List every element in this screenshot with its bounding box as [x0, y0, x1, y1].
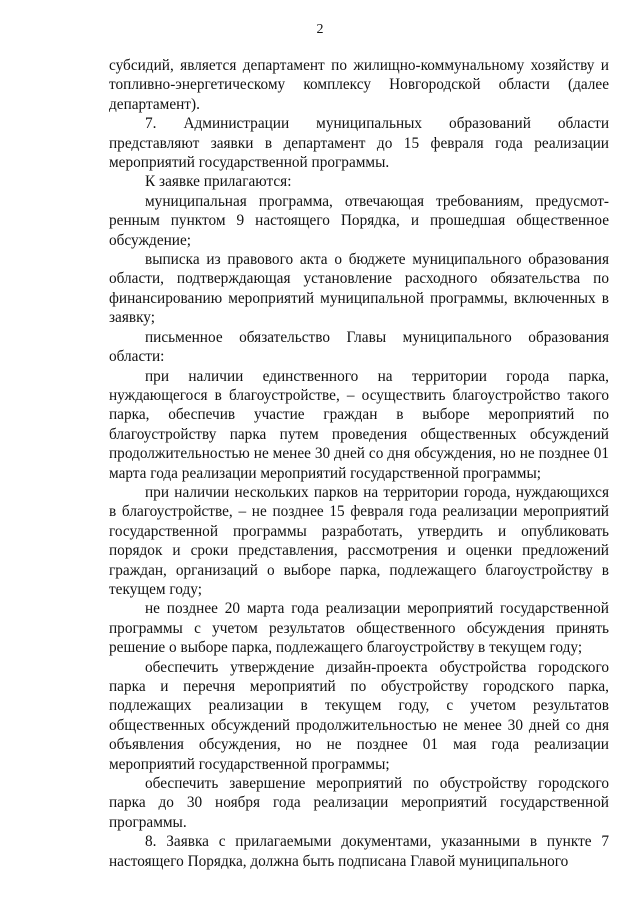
paragraph-item-8: 8. Заявка с прилагаемыми документами, указанными в пункте 7 настоящего Порядка, должна быть подписана Главой муниципального — [109, 833, 609, 870]
paragraph-completion: обеспечить завершение мероприятий по обустройству городского парка до 30 ноября года реализации мероприятий государственной программы. — [109, 775, 609, 831]
document-body — [109, 56, 609, 871]
paragraph-department-definition: субсидий, является департамент по жилищно-коммунальному хозяйству и топливно-энергетическому комплексу Новгородской области (далее департамент). — [109, 57, 609, 113]
paragraph-budget-extract: выписка из правового акта о бюджете муниципального образования области, подтверждающая установление расходного обязательства по финансированию мероприятий муниципальной программы, включенных в заявку; — [109, 251, 609, 327]
paragraph-attachments-intro: К заявке прилагаются: — [145, 173, 292, 191]
paragraph-municipal-program: муниципальная программа, отвечающая требованиям, предусмот-ренным пунктом 9 настоящего Порядка, и прошедшая общественное обсуждение; — [109, 192, 609, 249]
paragraph-written-obligation: письменное обязательство Главы муниципального образования области: — [109, 328, 609, 366]
page-number: 2 — [316, 22, 324, 37]
paragraph-several-parks: при наличии нескольких парков на территории города, нуждающихся в благоустройстве, – не позднее 15 февраля года реализации мероприятий государственной программы разработать, утвердить и опубликовать порядок и сроки представления, рассмотрения и оценки предложений граждан, организаций о выборе парка, подлежащего благоустройству в текущем году; — [109, 483, 609, 598]
paragraph-single-park: при наличии единственного на территории города парка, нуждающегося в благоустройстве, – осуществить благоустройство такого парка, обеспечив участие граждан в выборе мероприятий по благоустройству парка путем проведения общественных обсуждений продолжительностью не менее 30 дней со дня обсуждения, но не позднее 01 марта года реализации мероприятий государственной программы; — [109, 367, 609, 482]
paragraph-park-decision: не позднее 20 марта года реализации мероприятий государственной программы с учетом результатов общественного обсуждения принять решение о выборе парка, подлежащего благоустройству в текущем году; — [109, 600, 609, 657]
paragraph-design-project: обеспечить утверждение дизайн-проекта обустройства городского парка и перечня мероприятий по обустройству городского парка, подлежащих реализации в текущем году, с учетом результатов общественных обсуждений продолжительностью не менее 30 дней со дня объявления обсуждения, но не позднее 01 мая года реализации мероприятий государственной программы; — [109, 658, 609, 773]
paragraph-item-7: 7. Администрации муниципальных образований области представляют заявки в департамент до 15 февраля года реализации мероприятий государственной программы. — [109, 115, 609, 172]
